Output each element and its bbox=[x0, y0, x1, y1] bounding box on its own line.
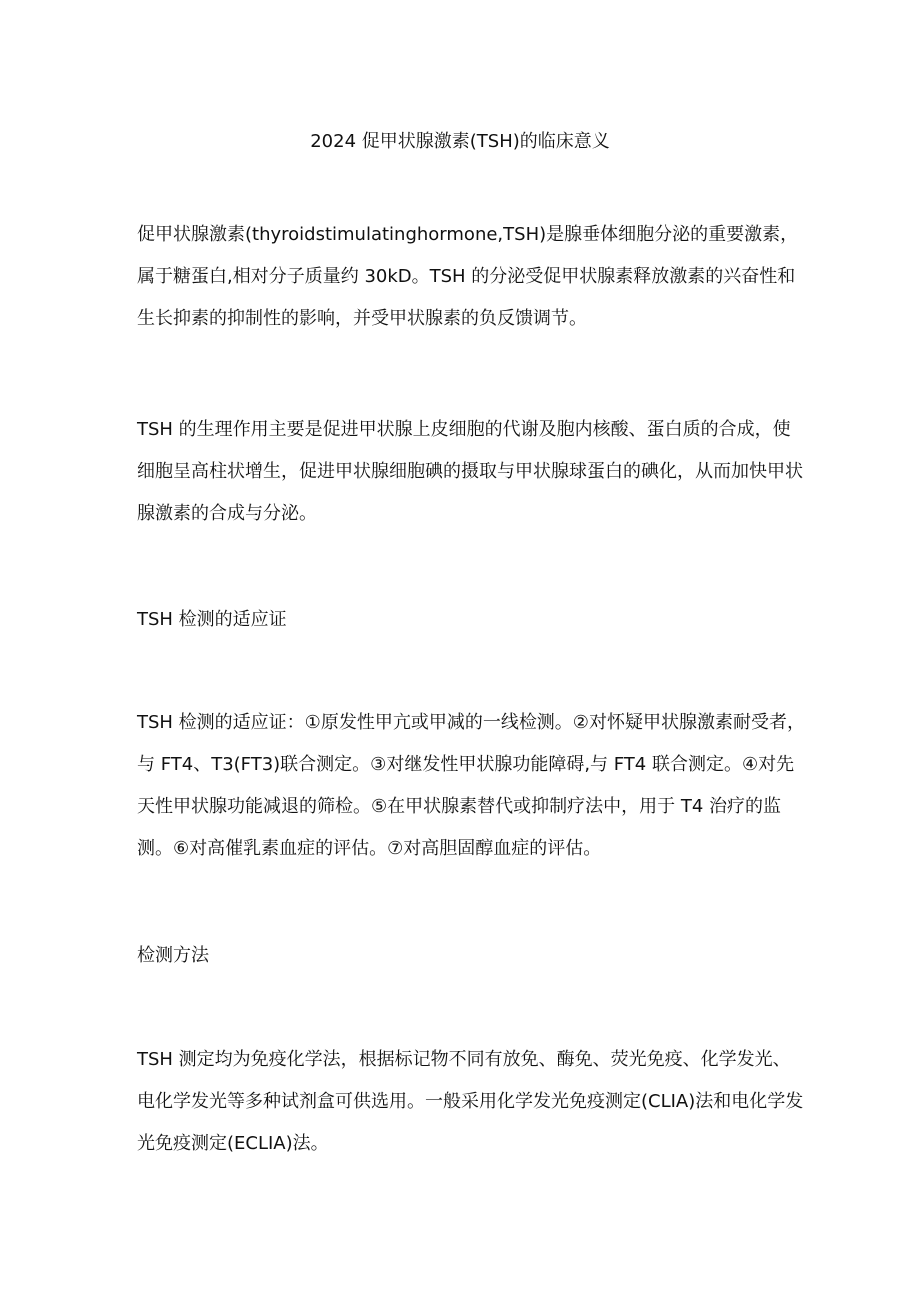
document-title: 2024 促甲状腺激素(TSH)的临床意义 bbox=[310, 131, 610, 152]
paragraph-tsh-methods: TSH 测定均为免疫化学法，根据标记物不同有放免、酶免、荧光免疫、化学发光、电化学发光等多种试剂盒可供选用。一般采用化学发光免疫测定(CLIA)法和电化学发光免疫测定(ECLIA)法。 bbox=[137, 1049, 804, 1154]
paragraph-tsh-indications: TSH 检测的适应证：①原发性甲亢或甲减的一线检测。②对怀疑甲状腺激素耐受者，与 FT4、T3(FT3)联合测定。③对继发性甲状腺功能障碍,与 FT4 联合测定。④对先天性甲状腺功能减退的筛检。⑤在甲状腺素替代或抑制疗法中，用于 T4 治疗的监测。⑥对高催乳素血症的评估。⑦对高胆固醇血症的评估。 bbox=[137, 712, 805, 859]
section-heading-methods: 检测方法 bbox=[137, 945, 209, 966]
paragraph-tsh-physiology: TSH 的生理作用主要是促进甲状腺上皮细胞的代谢及胞内核酸、蛋白质的合成，使细胞呈高柱状增生，促进甲状腺细胞碘的摄取与甲状腺球蛋白的碘化，从而加快甲状腺激素的合成与分泌。 bbox=[137, 419, 803, 524]
section-heading-indications: TSH 检测的适应证 bbox=[137, 609, 287, 630]
paragraph-tsh-definition: 促甲状腺激素(thyroidstimulatinghormone,TSH)是腺垂体细胞分泌的重要激素，属于糖蛋白,相对分子质量约 30kD。TSH 的分泌受促甲状腺素释放激素的兴奋性和生长抑素的抑制性的影响，并受甲状腺素的负反馈调节。 bbox=[137, 224, 799, 329]
